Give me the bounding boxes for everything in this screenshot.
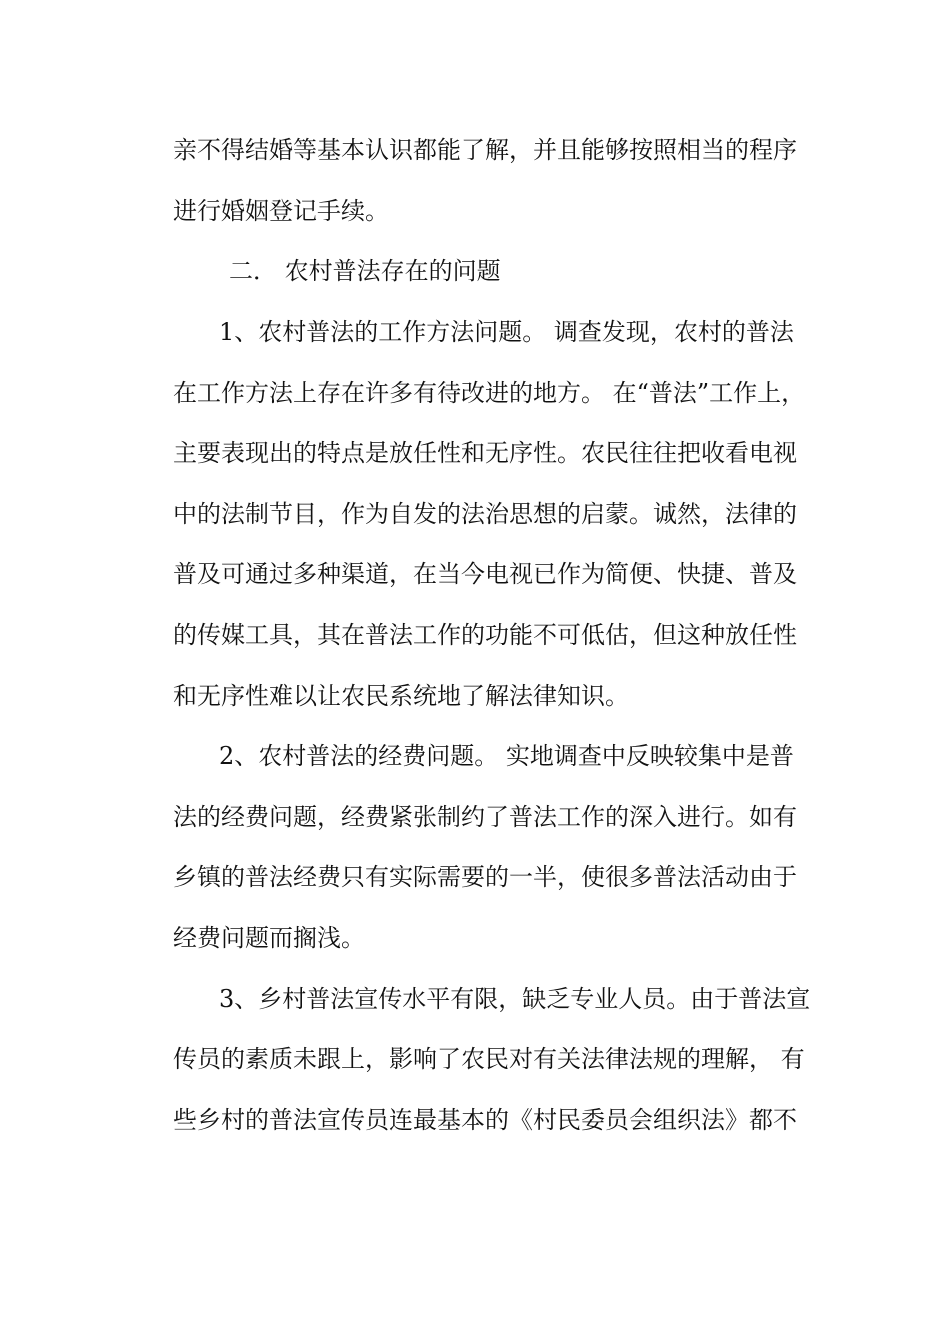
text-line: 传员的素质未跟上，影响了农民对有关法律法规的理解， 有	[173, 1045, 805, 1073]
text-line: 普及可通过多种渠道，在当今电视已作为简便、快捷、普及	[173, 560, 797, 588]
section-heading: 二． 农村普法存在的问题	[229, 257, 501, 285]
text-line: 和无序性难以让农民系统地了解法律知识。	[173, 682, 629, 710]
text-line: 进行婚姻登记手续。	[173, 197, 389, 225]
text-line: 法的经费问题，经费紧张制约了普法工作的深入进行。如有	[173, 803, 797, 831]
text-line: 些乡村的普法宣传员连最基本的《村民委员会组织法》都不	[173, 1106, 797, 1134]
text-line: 的传媒工具，其在普法工作的功能不可低估，但这种放任性	[173, 621, 797, 649]
text-line: 3、乡村普法宣传水平有限，缺乏专业人员。由于普法宣	[219, 985, 811, 1013]
text-line: 中的法制节目，作为自发的法治思想的启蒙。诚然，法律的	[173, 500, 797, 528]
text-line: 乡镇的普法经费只有实际需要的一半，使很多普法活动由于	[173, 863, 797, 891]
text-line: 2、农村普法的经费问题。 实地调查中反映较集中是普	[219, 742, 794, 770]
text-line: 亲不得结婚等基本认识都能了解，并且能够按照相当的程序	[173, 136, 797, 164]
text-line: 1、农村普法的工作方法问题。 调查发现，农村的普法	[219, 318, 794, 346]
text-line: 主要表现出的特点是放任性和无序性。农民往往把收看电视	[173, 439, 797, 467]
text-line: 在工作方法上存在许多有待改进的地方。 在“普法”工作上，	[173, 379, 806, 407]
text-line: 经费问题而搁浅。	[173, 924, 365, 952]
